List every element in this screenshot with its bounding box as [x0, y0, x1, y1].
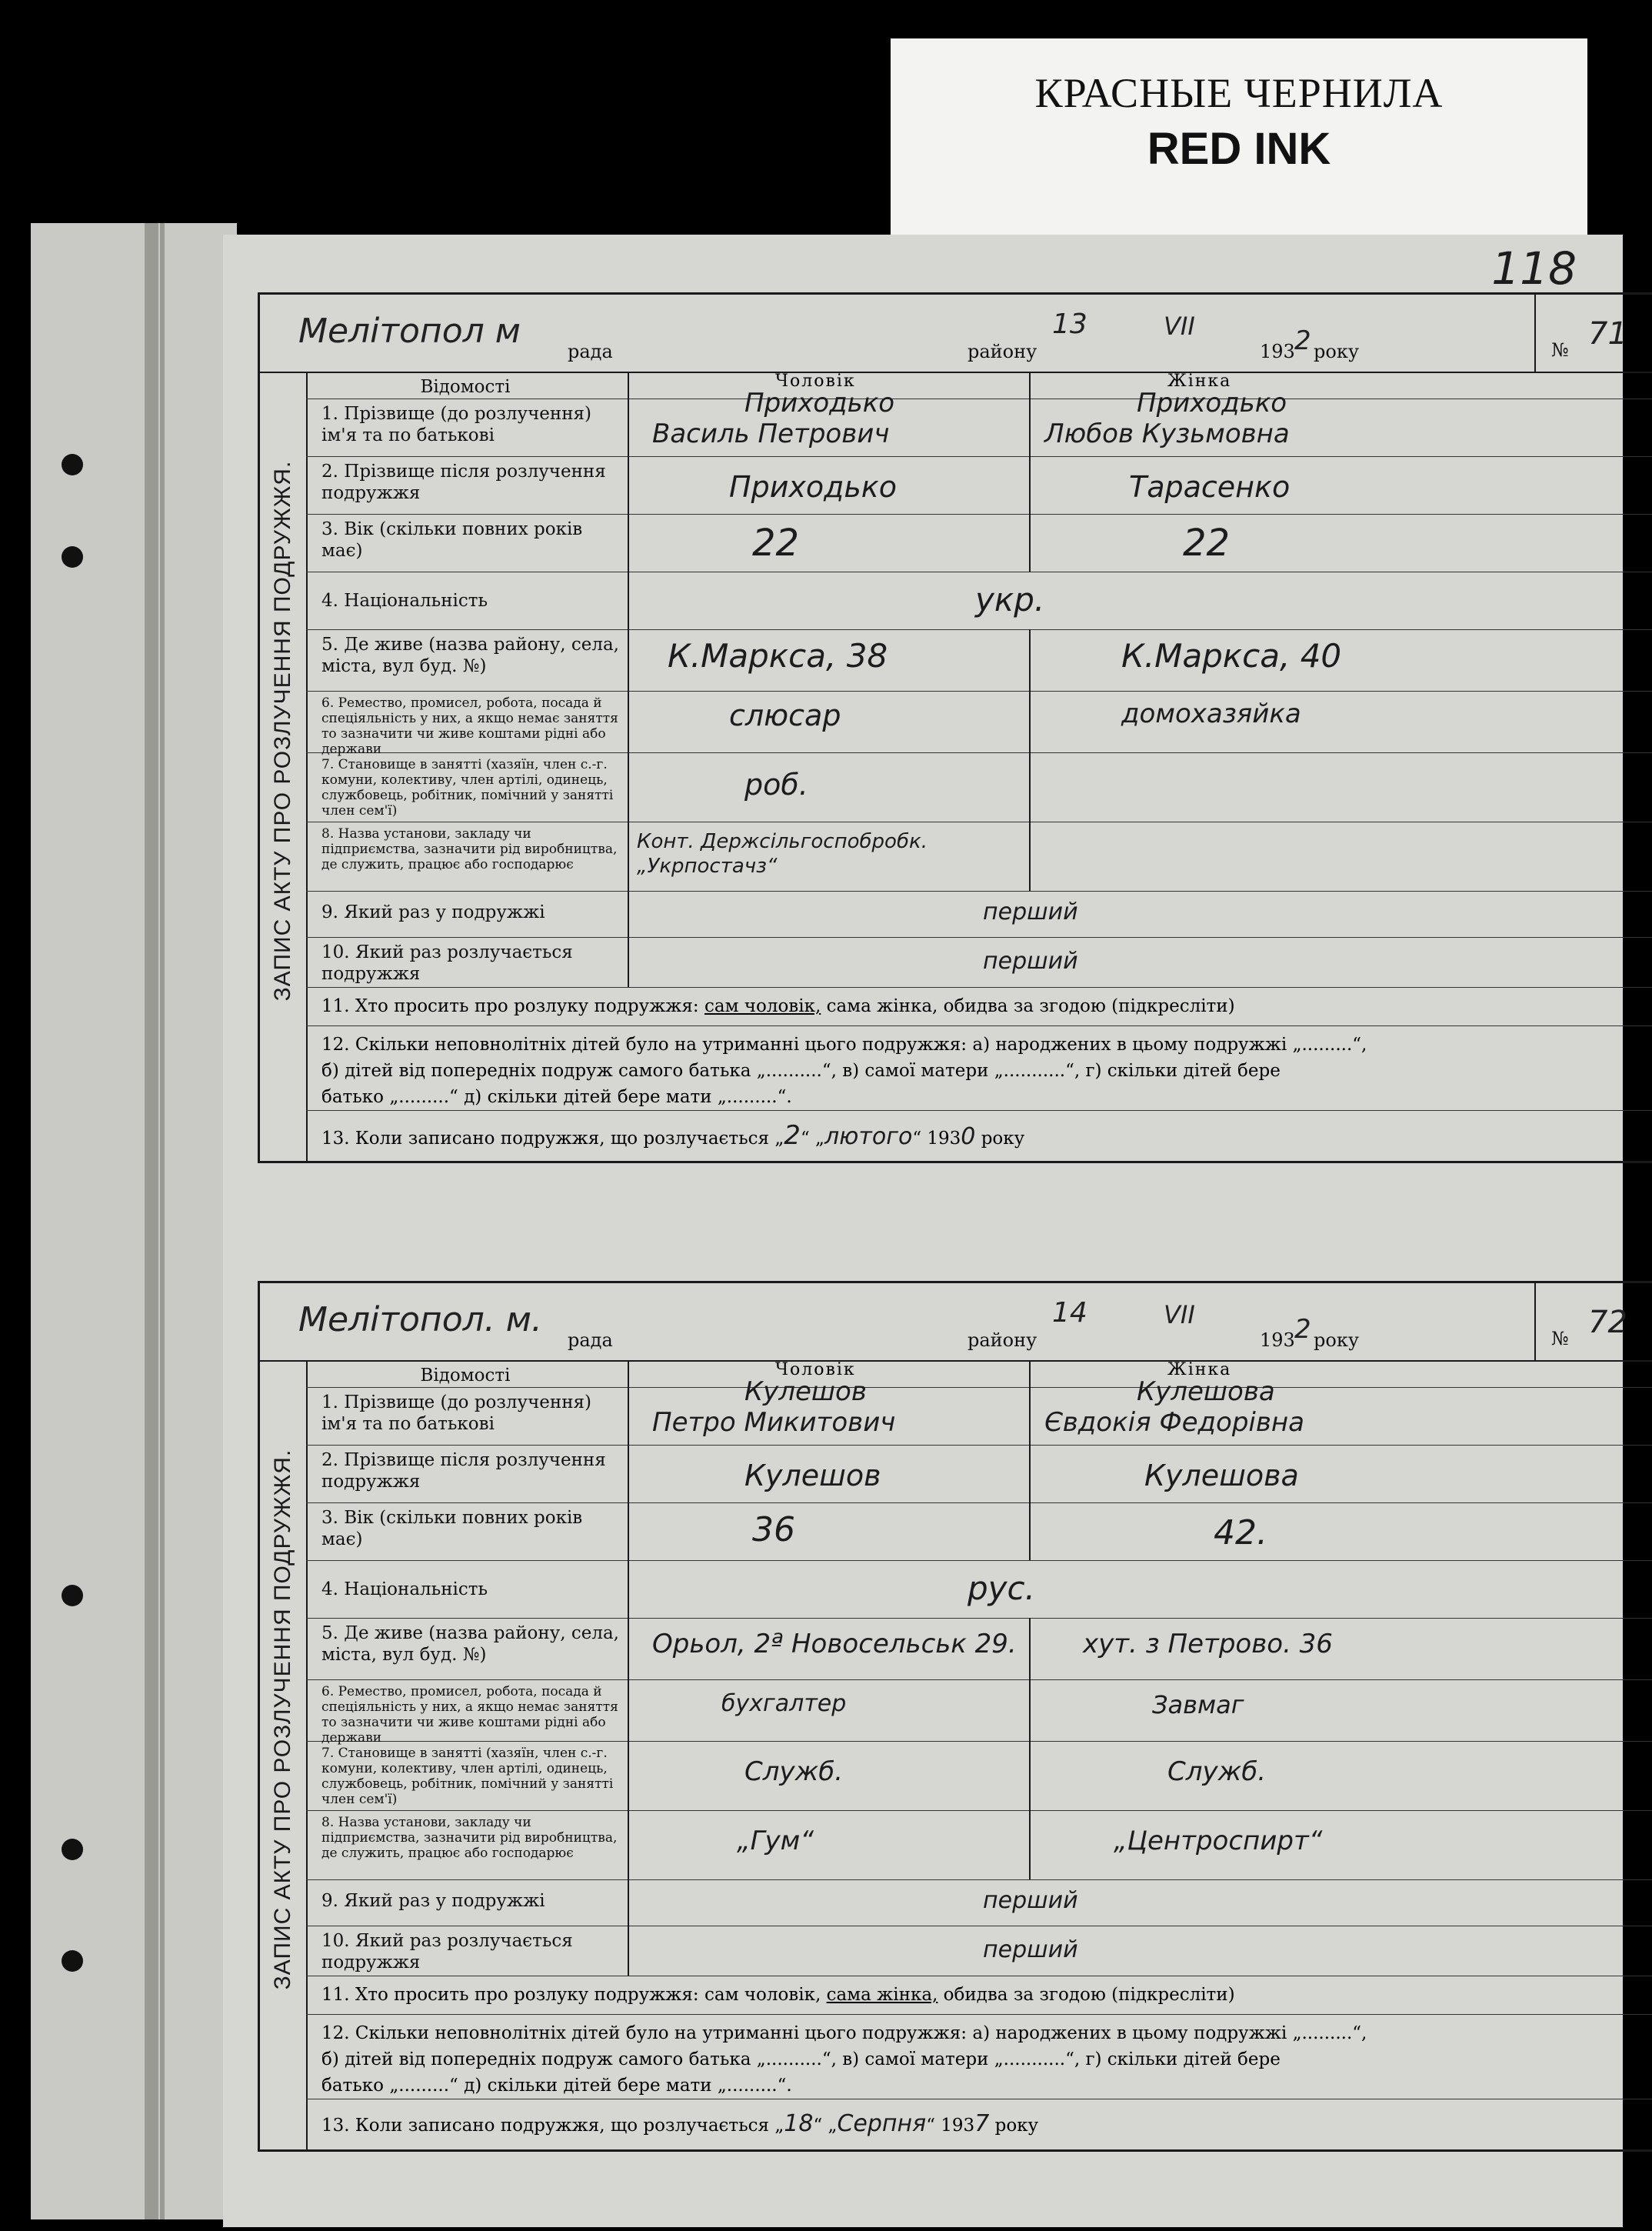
record-header [260, 1283, 1652, 1362]
row-names [306, 388, 1652, 457]
row-occupation [306, 1679, 1652, 1746]
marriage-month: лютого [824, 1123, 913, 1150]
record-day: 13 [1052, 308, 1087, 340]
husband-occupation: слюсар [729, 699, 841, 732]
marriage-year-digit: 7 [974, 2110, 990, 2137]
q5: 5. Де живе (назва району, села, міста, вул буд. №) [306, 1618, 629, 1679]
q11: 11. Хто просить про розлуку подружжя: сам чоловік, сама жінка, обидва за згодою (підкресліти) [321, 996, 1235, 1016]
row-times-divorced [306, 1926, 1652, 1976]
row-surname-after [306, 456, 1652, 515]
red-ink-label [891, 38, 1587, 235]
q11: 11. Хто просить про розлуку подружжя: сам чоловік, сама жінка, обидва за згодою (підкресліти) [321, 1985, 1235, 2005]
husband-age: 22 [752, 522, 800, 565]
husband-given: Василь Петрович [652, 419, 890, 449]
number-label: № [1551, 1328, 1569, 1349]
wife-surname: Приходько [1137, 388, 1287, 419]
wife-surname-after: Тарасенко [1129, 470, 1291, 504]
row-who-requests [306, 1976, 1652, 2015]
q9: 9. Який раз у подружжі [306, 891, 629, 937]
marriage-month: Серпня [837, 2110, 927, 2137]
year-digit: 2 [1294, 1314, 1311, 1345]
record-day: 14 [1052, 1297, 1087, 1329]
row-children [306, 2014, 1652, 2099]
requester-husband: сам чоловік, [704, 996, 821, 1016]
binding-hole [62, 454, 83, 475]
binding-hole [62, 1839, 83, 1860]
row-who-requests [306, 987, 1652, 1026]
col-husband: Чоловік [775, 372, 856, 391]
marriage-day: 18 [784, 2110, 814, 2137]
q6: 6. Ремество, промисел, робота, посада й спеціяльність у них, а якщо немає заняття то зазначити чи живе коштами рідні або держави [306, 1679, 629, 1741]
husband-surname: Приходько [744, 388, 895, 419]
marriage-year-digit: 0 [961, 1123, 976, 1150]
col-info: Відомості [420, 377, 511, 397]
q3: 3. Вік (скільки повних років має) [306, 514, 629, 572]
number-label: № [1551, 339, 1569, 361]
q1: 1. Прізвище (до розлучення) ім'я та по батькові [306, 399, 629, 456]
year-prefix: 193 [1260, 341, 1295, 362]
wife-age: 42. [1214, 1513, 1267, 1552]
year-digit: 2 [1294, 325, 1311, 356]
binding-hole [62, 546, 83, 568]
q7: 7. Становище в занятті (хазяїн, член с.-г. комуни, колективу, член артілі, одинець, службовець, робітник, помічний у занятті член сем'ї) [306, 752, 629, 822]
binding-strip [160, 223, 165, 2219]
husband-surname-after: Кулешов [744, 1459, 881, 1492]
row-marriage-date [306, 2099, 1652, 2152]
wife-workplace: „Центроспирт“ [1114, 1826, 1323, 1856]
q9: 9. Який раз у подружжі [306, 1879, 629, 1926]
row-address [306, 629, 1652, 692]
husband-status: Служб. [744, 1756, 843, 1787]
record-number-box [1534, 295, 1652, 372]
council-label: рада [568, 1329, 613, 1351]
q4: 4. Національність [306, 572, 629, 629]
row-status [306, 752, 1652, 822]
record-sidebar [260, 1360, 308, 2149]
council-label: рада [568, 341, 613, 362]
q12: 12. Скільки неповнолітніх дітей було на утриманні цього подружжя: а) народжених в цьому подружжі „.........“, б) дітей від попередніх подруж самого батька „..........“, в) самої матери „...........“, г) скільки дітей бере батько „.........“ д) скільки дітей бере мати „.........“. [321, 2023, 1367, 2096]
page-binding [31, 223, 237, 2219]
wife-surname: Кулешова [1137, 1376, 1275, 1407]
q7: 7. Становище в занятті (хазяїн, член с.-г. комуни, колективу, член артілі, одинець, службовець, робітник, помічний у занятті член сем'ї) [306, 1741, 629, 1810]
husband-status: роб. [744, 768, 808, 802]
row-age [306, 514, 1652, 572]
row-age [306, 1502, 1652, 1561]
times-married: перший [983, 899, 1078, 925]
nationality: укр. [975, 581, 1045, 619]
q3: 3. Вік (скільки повних років має) [306, 1502, 629, 1560]
nationality: рус. [968, 1569, 1035, 1607]
wife-age: 22 [1183, 522, 1231, 565]
q5: 5. Де живе (назва району, села, міста, вул буд. №) [306, 629, 629, 691]
wife-occupation: домохазяйка [1121, 699, 1301, 729]
col-wife: Жінка [1167, 372, 1232, 391]
times-divorced: перший [983, 948, 1078, 975]
husband-given: Петро Микитович [652, 1407, 896, 1438]
district-label: району [968, 1329, 1037, 1351]
year-prefix: 193 [1260, 1329, 1295, 1351]
row-workplace [306, 1810, 1652, 1880]
husband-occupation: бухгалтер [721, 1690, 847, 1717]
wife-occupation: Завмаг [1152, 1690, 1244, 1719]
year-label: року [1314, 341, 1359, 362]
row-nationality [306, 572, 1652, 630]
husband-address: К.Маркса, 38 [668, 637, 888, 675]
record-sidebar [260, 372, 308, 1161]
marriage-day: 2 [784, 1120, 801, 1151]
binding-strip [145, 223, 158, 2219]
husband-surname: Кулешов [744, 1376, 867, 1407]
husband-workplace: Конт. Держсільгоспобробк. „Укрпостачз“ [637, 830, 928, 878]
wife-address: хут. з Петрово. 36 [1083, 1629, 1333, 1659]
row-nationality [306, 1560, 1652, 1619]
column-headers [306, 1360, 1652, 1388]
record-month: VII [1164, 1300, 1195, 1329]
col-info: Відомості [420, 1366, 511, 1386]
record-number: 72 [1588, 1305, 1627, 1340]
row-surname-after [306, 1445, 1652, 1503]
wife-surname-after: Кулешова [1144, 1459, 1299, 1492]
council-name: Мелітопол м [298, 312, 521, 351]
husband-address: Орьол, 2ª Новосельськ 29. [652, 1629, 1017, 1659]
divorce-record-1 [258, 292, 1652, 1163]
record-month: VII [1164, 312, 1195, 341]
wife-given: Євдокія Федорівна [1044, 1407, 1304, 1438]
row-children [306, 1025, 1652, 1111]
column-headers [306, 372, 1652, 399]
husband-surname-after: Приходько [729, 470, 897, 504]
sidebar-text: ЗАПИС АКТУ ПРО РОЗЛУЧЕННЯ ПОДРУЖЖЯ. [270, 1449, 295, 1990]
times-divorced: перший [983, 1936, 1078, 1963]
q4: 4. Національність [306, 1560, 629, 1618]
council-name: Мелітопол. м. [298, 1300, 542, 1339]
q10: 10. Який раз розлучається подружжя [306, 1926, 629, 1976]
wife-address: К.Маркса, 40 [1121, 637, 1342, 675]
binding-hole [62, 1950, 83, 1972]
row-workplace [306, 822, 1652, 892]
row-address [306, 1618, 1652, 1680]
row-times-married [306, 891, 1652, 938]
row-occupation [306, 691, 1652, 757]
q1: 1. Прізвище (до розлучення) ім'я та по батькові [306, 1387, 629, 1445]
red-ink-label-en: RED INK [1147, 124, 1331, 174]
record-header [260, 295, 1652, 373]
q6: 6. Ремество, промисел, робота, посада й спеціяльність у них, а якщо немає заняття то зазначити чи живе коштами рідні або держави [306, 691, 629, 752]
row-status [306, 1741, 1652, 1811]
district-label: району [968, 341, 1037, 362]
wife-given: Любов Кузьмовна [1044, 419, 1290, 449]
record-number: 71 [1588, 316, 1627, 352]
q10: 10. Який раз розлучається подружжя [306, 937, 629, 987]
divorce-record-2 [258, 1281, 1652, 2152]
red-ink-label-ru: КРАСНЫЕ ЧЕРНИЛА [1034, 70, 1444, 116]
binding-hole [62, 1585, 83, 1606]
times-married: перший [983, 1887, 1078, 1914]
q13: 13. Коли записано подружжя, що розлучається „2“ „лютого“ 1930 року [321, 1120, 1025, 1151]
col-husband: Чоловік [775, 1360, 856, 1379]
q12: 12. Скільки неповнолітніх дітей було на утриманні цього подружжя: а) народжених в цьому подружжі „.........“, б) дітей від попередніх подруж самого батька „..........“, в) самої матери „...........“, г) скільки дітей бере батько „.........“ д) скільки дітей бере мати „.........“. [321, 1035, 1367, 1107]
row-times-divorced [306, 937, 1652, 988]
sidebar-text: ЗАПИС АКТУ ПРО РОЗЛУЧЕННЯ ПОДРУЖЖЯ. [270, 460, 295, 1002]
record-number-box [1534, 1283, 1652, 1360]
year-label: року [1314, 1329, 1359, 1351]
q2: 2. Прізвище після розлучення подружжя [306, 456, 629, 514]
row-times-married [306, 1879, 1652, 1926]
page-number: 118 [1491, 242, 1577, 295]
col-wife: Жінка [1167, 1360, 1232, 1379]
q13: 13. Коли записано подружжя, що розлучається „18“ „Серпня“ 1937 року [321, 2110, 1039, 2137]
row-marriage-date [306, 1110, 1652, 1163]
requester-wife: сама жінка, [826, 1985, 938, 2005]
husband-workplace: „Гум“ [737, 1826, 814, 1856]
husband-age: 36 [752, 1510, 795, 1549]
q8: 8. Назва установи, закладу чи підприємства, зазначити рід виробництва, де служить, працює або господарює [306, 1810, 629, 1879]
q2: 2. Прізвище після розлучення подружжя [306, 1445, 629, 1502]
q8: 8. Назва установи, закладу чи підприємства, зазначити рід виробництва, де служить, працює або господарює [306, 822, 629, 891]
wife-status: Служб. [1167, 1756, 1266, 1787]
